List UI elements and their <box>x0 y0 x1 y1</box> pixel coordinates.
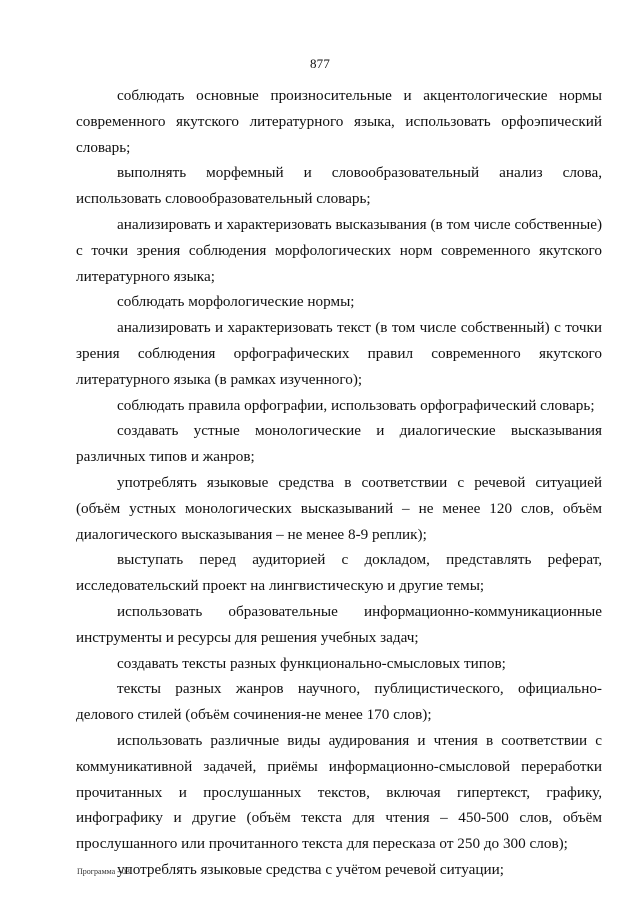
paragraph: употреблять языковые средства в соответствии с речевой ситуацией (объём устных монологических высказываний – не менее 120 слов, объём диалогического высказывания – не менее 8-9 реплик); <box>76 473 602 543</box>
paragraph: использовать различные виды аудирования и чтения в соответствии с коммуникативной задачей, приёмы информационно-смысловой переработки прочитанных и прослушанных текстов, включая гипертекст, графику, инфографику и другие (объём текста для чтения – 450-500 слов, объём прослушанного или прочитанного текста для пересказа от 250 до 300 слов); <box>76 731 602 853</box>
paragraph: создавать тексты разных функционально-смысловых типов; <box>117 654 506 672</box>
paragraph: выступать перед аудиторией с докладом, представлять реферат, исследовательский проект на лингвистическую и другие темы; <box>76 551 602 595</box>
paragraph: создавать устные монологические и диалогические высказывания различных типов и жанров; <box>76 422 602 466</box>
paragraph: соблюдать основные произносительные и акцентологические нормы современного якутского литературного языка, использовать орфоэпический словарь; <box>76 87 602 156</box>
paragraph: выполнять морфемный и словообразовательный анализ слова, использовать словообразовательный словарь; <box>76 164 602 208</box>
paragraph: анализировать и характеризовать текст (в том числе собственный) с точки зрения соблюдения орфографических правил современного якутского литературного языка (в рамках изученного); <box>76 319 602 388</box>
page-number: 877 <box>309 56 331 71</box>
paragraph: использовать образовательные информационно-коммуникационные инструменты и ресурсы для решения учебных задач; <box>76 602 602 646</box>
footer-program-label: Программа - 03 <box>77 867 130 876</box>
paragraph: тексты разных жанров научного, публицистического, официально-делового стилей (объём сочинения-не менее 170 слов); <box>76 680 602 724</box>
document-body <box>76 83 602 883</box>
paragraph: соблюдать правила орфографии, использовать орфографический словарь; <box>117 396 595 414</box>
paragraph: употреблять языковые средства с учётом речевой ситуации; <box>117 860 504 878</box>
paragraph: анализировать и характеризовать высказывания (в том числе собственные) с точки зрения соблюдения морфологических норм современного якутского литературного языка; <box>76 215 602 285</box>
paragraph: соблюдать морфологические нормы; <box>117 293 355 311</box>
